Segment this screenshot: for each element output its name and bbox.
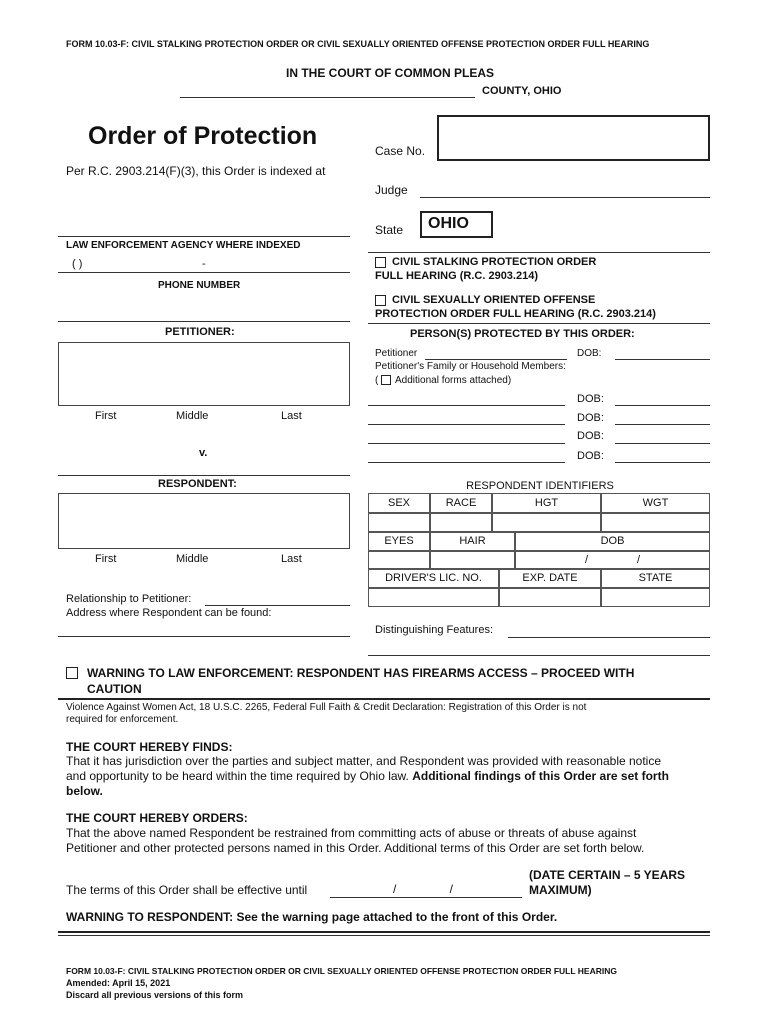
hgt-value[interactable] [492, 513, 601, 533]
family-member-line-2[interactable] [368, 424, 565, 425]
firearms-warning-line2: CAUTION [87, 682, 142, 696]
wgt-value[interactable] [601, 513, 710, 533]
protected-dob-line-3[interactable] [615, 443, 710, 444]
identifiers-heading: RESPONDENT IDENTIFIERS [466, 480, 614, 492]
state-label: State [375, 223, 404, 237]
order-title: Order of Protection [88, 122, 318, 150]
dob-value[interactable]: / / [515, 551, 710, 569]
license-value[interactable] [368, 588, 499, 607]
respondent-first-label: First [95, 553, 117, 565]
firearms-warning-line1: WARNING TO LAW ENFORCEMENT: RESPONDENT HAS FIREARMS ACCESS – PROCEED WITH [87, 666, 635, 680]
case-no-label: Case No. [375, 144, 426, 158]
hgt-header: HGT [492, 493, 601, 513]
vawa-line2: required for enforcement. [66, 714, 179, 725]
protected-petitioner-line[interactable] [425, 359, 567, 360]
stalking-order-statute: FULL HEARING (R.C. 2903.214) [375, 270, 539, 282]
hair-header: HAIR [430, 531, 515, 551]
respondent-name-box[interactable] [58, 493, 350, 549]
finds-line3: below. [66, 784, 103, 798]
respondent-middle-label: Middle [176, 553, 209, 565]
wgt-header: WGT [601, 493, 710, 513]
features-line-2[interactable] [368, 655, 710, 656]
phone-label: PHONE NUMBER [158, 280, 241, 291]
protected-petitioner-label: Petitioner [375, 348, 418, 359]
petitioner-middle-label: Middle [176, 410, 209, 422]
protected-dob-label-3: DOB: [577, 430, 604, 442]
form-header: FORM 10.03-F: CIVIL STALKING PROTECTION ORDER OR CIVIL SEXUALLY ORIENTED OFFENSE PROTECTION ORDER FULL HEARING [66, 39, 650, 49]
eyes-value[interactable] [368, 551, 430, 569]
finds-line2 [66, 769, 669, 783]
footer-line1: FORM 10.03-F: CIVIL STALKING PROTECTION ORDER OR CIVIL SEXUALLY ORIENTED OFFENSE PROTECTION ORDER FULL HEARING [66, 966, 617, 976]
footer-line2: Amended: April 15, 2021 [66, 978, 171, 988]
protected-dob-label-0: DOB: [577, 348, 602, 359]
county-label: COUNTY, OHIO [482, 85, 562, 97]
family-label: Petitioner's Family or Household Members: [375, 361, 566, 372]
protected-dob-label-4: DOB: [577, 450, 604, 462]
effective-date-line[interactable] [330, 897, 522, 898]
sex-value[interactable] [368, 513, 430, 533]
finds-heading: THE COURT HEREBY FINDS: [66, 740, 233, 754]
family-member-line-4[interactable] [368, 462, 565, 463]
address-label: Address where Respondent can be found: [66, 607, 272, 619]
sexual-offense-statute: PROTECTION ORDER FULL HEARING (R.C. 2903.214) [375, 308, 656, 320]
stalking-order-checkbox[interactable] [375, 257, 386, 268]
respondent-heading: RESPONDENT: [158, 478, 237, 490]
vawa-line1: Violence Against Women Act, 18 U.S.C. 2265, Federal Full Faith & Credit Declaration: Registration of this Order is not [66, 702, 587, 713]
bottom-divider-2 [58, 935, 710, 936]
protected-dob-label-1: DOB: [577, 393, 604, 405]
agency-bottom-line [58, 321, 350, 322]
address-line[interactable] [58, 636, 350, 637]
respondent-last-label: Last [281, 553, 302, 565]
court-title: IN THE COURT OF COMMON PLEAS [286, 66, 494, 80]
license-header: DRIVER'S LIC. NO. [368, 569, 499, 588]
date-certain-line2: MAXIMUM) [529, 883, 592, 897]
additional-forms-label: Additional forms attached) [395, 375, 512, 386]
phone-line[interactable] [58, 272, 350, 273]
hair-value[interactable] [430, 551, 515, 569]
family-member-line-1[interactable] [368, 405, 565, 406]
protected-dob-line-0[interactable] [615, 359, 710, 360]
judge-label: Judge [375, 183, 408, 197]
agency-heading: LAW ENFORCEMENT AGENCY WHERE INDEXED [66, 240, 301, 251]
phone-paren: ( ) [72, 258, 83, 270]
stalking-order-label: CIVIL STALKING PROTECTION ORDER [392, 256, 597, 268]
order-type-top-line [368, 252, 710, 253]
versus-label: v. [199, 447, 208, 459]
state-value-cell[interactable] [601, 588, 710, 607]
finds-line1: That it has jurisdiction over the parties and subject matter, and Respondent was provided with reasonable notice [66, 754, 662, 768]
protected-dob-label-2: DOB: [577, 412, 604, 424]
state-value: OHIO [428, 215, 469, 232]
orders-line1: That the above named Respondent be restrained from committing acts of abuse or threats of abuse against [66, 826, 637, 840]
protected-dob-line-4[interactable] [615, 462, 710, 463]
sex-header: SEX [368, 493, 430, 513]
additional-forms-checkbox[interactable] [381, 375, 391, 385]
bottom-divider-1 [58, 931, 710, 933]
orders-heading: THE COURT HEREBY ORDERS: [66, 811, 248, 825]
state-header: STATE [601, 569, 710, 588]
judge-line[interactable] [420, 197, 710, 198]
protected-dob-line-1[interactable] [615, 405, 710, 406]
relationship-label: Relationship to Petitioner: [66, 593, 192, 605]
footer-line3: Discard all previous versions of this form [66, 990, 244, 1000]
dob-header: DOB [515, 531, 710, 551]
sexual-offense-label: CIVIL SEXUALLY ORIENTED OFFENSE [392, 294, 596, 306]
relationship-line[interactable] [205, 605, 350, 606]
date-certain-line1: (DATE CERTAIN – 5 YEARS [529, 868, 686, 882]
agency-top-line [58, 236, 350, 237]
petitioner-last-label: Last [281, 410, 302, 422]
eyes-header: EYES [368, 531, 430, 551]
race-value[interactable] [430, 513, 492, 533]
firearms-warning-checkbox[interactable] [66, 667, 78, 679]
features-label: Distinguishing Features: [375, 624, 494, 636]
phone-dash: - [202, 258, 206, 270]
effective-label: The terms of this Order shall be effective until [66, 883, 308, 897]
petitioner-name-box[interactable] [58, 342, 350, 406]
firearms-divider [58, 698, 710, 700]
exp-date-header: EXP. DATE [499, 569, 601, 588]
protected-heading: PERSON(S) PROTECTED BY THIS ORDER: [410, 328, 635, 340]
petitioner-first-label: First [95, 410, 117, 422]
sexual-offense-checkbox[interactable] [375, 295, 386, 306]
race-header: RACE [430, 493, 492, 513]
indexed-text: Per R.C. 2903.214(F)(3), this Order is indexed at [66, 164, 326, 178]
features-line-1[interactable] [508, 637, 710, 638]
additional-paren: ( [375, 375, 379, 386]
finds-line2-normal: and opportunity to be heard within the time required by Ohio law. [66, 769, 409, 783]
finds-line2-bold: Additional findings of this Order are set forth [412, 769, 669, 783]
exp-date-value[interactable] [499, 588, 601, 607]
county-line[interactable] [180, 97, 475, 98]
effective-date-slashes: / / [393, 882, 454, 896]
case-no-box[interactable] [437, 115, 710, 161]
family-member-line-3[interactable] [368, 443, 565, 444]
petitioner-heading: PETITIONER: [165, 326, 235, 338]
protected-dob-line-2[interactable] [615, 424, 710, 425]
order-type-bottom-line [368, 323, 710, 324]
warning-to-respondent: WARNING TO RESPONDENT: See the warning page attached to the front of this Order. [66, 910, 558, 924]
orders-line2: Petitioner and other protected persons named in this Order. Additional terms of this Order are set forth below. [66, 841, 645, 855]
respondent-top-line [58, 475, 350, 476]
